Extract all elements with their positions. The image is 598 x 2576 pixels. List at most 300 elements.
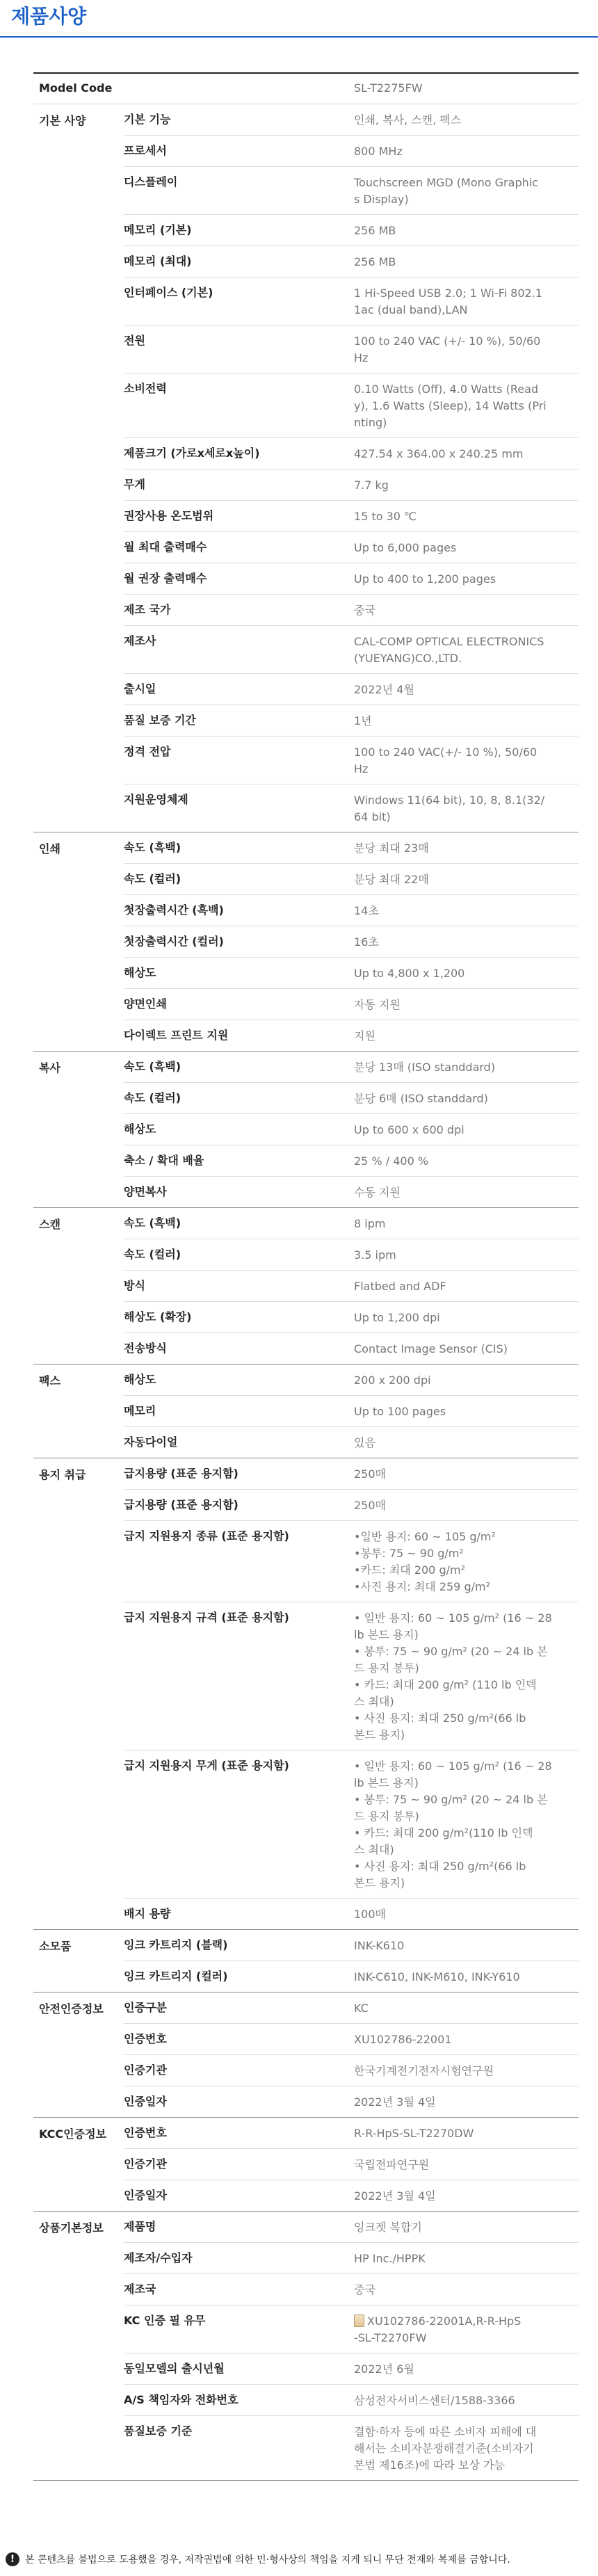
spec-value-line bbox=[354, 2188, 573, 2205]
spec-label: 동일모델의 출시년월 bbox=[124, 2362, 225, 2375]
spec-value-line bbox=[354, 1808, 573, 1825]
spec-value-line bbox=[354, 1529, 573, 1545]
spec-value-line bbox=[354, 1216, 573, 1232]
spec-label: 첫장출력시간 (컬러) bbox=[124, 935, 224, 948]
spec-value-text: 지원 bbox=[354, 1029, 375, 1043]
spec-value bbox=[354, 1083, 579, 1113]
spec-value-text: 분당 6매 (ISO standdard) bbox=[354, 1092, 488, 1105]
page-title: 제품사양 bbox=[11, 5, 87, 28]
spec-value-text: 7.7 kg bbox=[354, 478, 389, 492]
group-name: 인쇄 bbox=[39, 842, 60, 855]
spec-row bbox=[124, 2055, 579, 2086]
spec-value bbox=[354, 1490, 579, 1520]
spec-value bbox=[354, 895, 579, 926]
spec-row bbox=[124, 469, 579, 501]
spec-value-text: 250매 bbox=[354, 1499, 386, 1512]
spec-value-line bbox=[354, 2063, 573, 2079]
spec-label: 인증기관 bbox=[124, 2063, 167, 2077]
spec-value-line bbox=[354, 2157, 573, 2173]
spec-value-line bbox=[354, 2361, 573, 2378]
spec-row bbox=[124, 864, 579, 895]
spec-row bbox=[124, 1145, 579, 1177]
group-rows bbox=[124, 1052, 579, 1207]
spec-value-line bbox=[354, 2282, 573, 2299]
group-rows bbox=[124, 104, 579, 832]
spec-value-text: XU102786-22001 bbox=[354, 2033, 452, 2046]
spec-value bbox=[354, 1602, 579, 1750]
spec-value-line bbox=[354, 602, 573, 619]
spec-row bbox=[124, 1961, 579, 1992]
spec-label: 제품명 bbox=[124, 2220, 156, 2233]
spec-label: 인증구분 bbox=[124, 2001, 167, 2014]
spec-value-text: • 일반 용지: 60 ~ 105 g/m² (16 ~ 28 bbox=[354, 1611, 552, 1625]
spec-row bbox=[124, 1208, 579, 1239]
model-code-label: Model Code bbox=[39, 81, 113, 95]
spec-row bbox=[124, 895, 579, 926]
spec-label: A/S 책임자와 전화번호 bbox=[124, 2393, 239, 2406]
spec-value bbox=[354, 926, 579, 957]
spec-value bbox=[354, 2180, 579, 2211]
spec-row bbox=[124, 136, 579, 167]
group-name: 안전인증정보 bbox=[39, 2002, 104, 2015]
spec-value-line bbox=[354, 1545, 573, 1562]
spec-row bbox=[124, 2243, 579, 2274]
spec-label: 지원운영체제 bbox=[124, 793, 188, 806]
spec-row bbox=[124, 1302, 579, 1333]
spec-value-text: 수동 지원 bbox=[354, 1186, 401, 1199]
spec-value-line bbox=[354, 2392, 573, 2409]
spec-value-line bbox=[354, 1372, 573, 1389]
spec-group bbox=[33, 104, 579, 832]
warning-icon: ! bbox=[6, 2552, 19, 2566]
spec-value-line bbox=[354, 792, 573, 809]
spec-label: 해상도 bbox=[124, 1373, 156, 1386]
copyright-text: 본 콘텐츠를 불법으로 도용했을 경우, 저작권법에 의한 민·형사상의 책임을 지게 되니 무단 전재와 복제를 금합니다. bbox=[25, 2554, 510, 2566]
spec-value bbox=[354, 832, 579, 863]
spec-value-line bbox=[354, 143, 573, 160]
spec-value-line bbox=[354, 381, 573, 398]
spec-value-text: • 사진 용지: 최대 250 g/m²(66 lb bbox=[354, 1712, 526, 1725]
spec-value-line bbox=[354, 2125, 573, 2142]
spec-value-line bbox=[354, 634, 573, 650]
spec-value bbox=[354, 1899, 579, 1929]
spec-value-line bbox=[354, 1184, 573, 1201]
spec-row bbox=[124, 1521, 579, 1602]
group-rows bbox=[124, 832, 579, 1051]
spec-label: 제조국 bbox=[124, 2283, 156, 2296]
spec-label: 급지 지원용지 무게 (표준 용지함) bbox=[124, 1759, 289, 1772]
group-rows bbox=[124, 1365, 579, 1458]
spec-value-line bbox=[354, 1435, 573, 1451]
spec-value bbox=[354, 705, 579, 736]
spec-value-line bbox=[354, 1090, 573, 1107]
spec-value-text: 15 to 30 ℃ bbox=[354, 510, 417, 523]
spec-value bbox=[354, 1521, 579, 1602]
spec-value-text: 2022년 3월 4일 bbox=[354, 2189, 436, 2203]
spec-label: 속도 (흑백) bbox=[124, 841, 181, 854]
spec-label: 속도 (흑백) bbox=[124, 1060, 181, 1073]
spec-value-text: INK-C610, INK-M610, INK-Y610 bbox=[354, 1970, 520, 1983]
header bbox=[0, 0, 598, 36]
spec-row bbox=[124, 532, 579, 563]
group-name: 상품기본정보 bbox=[39, 2221, 104, 2235]
spec-label: 제조자/수입자 bbox=[124, 2251, 193, 2264]
spec-value-text: 25 % / 400 % bbox=[354, 1154, 429, 1168]
spec-value-text: 64 bit) bbox=[354, 810, 391, 823]
spec-value-text: 분당 최대 23매 bbox=[354, 842, 429, 855]
spec-value bbox=[354, 674, 579, 705]
spec-row bbox=[124, 2086, 579, 2117]
group-name: 스캔 bbox=[39, 1218, 60, 1231]
spec-value bbox=[354, 2118, 579, 2148]
spec-value-line bbox=[354, 1278, 573, 1295]
spec-row bbox=[124, 1083, 579, 1114]
spec-value bbox=[354, 104, 579, 135]
spec-value-text: Flatbed and ADF bbox=[354, 1280, 446, 1293]
spec-value-line bbox=[354, 1758, 573, 1775]
spec-row bbox=[124, 438, 579, 469]
spec-value-line bbox=[354, 761, 573, 778]
spec-value-line bbox=[354, 871, 573, 888]
spec-label: 속도 (컬러) bbox=[124, 872, 181, 885]
spec-value-text: Hz bbox=[354, 762, 369, 775]
spec-value-line bbox=[354, 1875, 573, 1892]
group-rows bbox=[124, 2118, 579, 2211]
spec-row bbox=[124, 1333, 579, 1364]
spec-value-line bbox=[354, 508, 573, 525]
spec-value bbox=[354, 626, 579, 673]
spec-row bbox=[124, 1490, 579, 1521]
spec-value-text: Up to 600 x 600 dpi bbox=[354, 1123, 464, 1136]
spec-value-line bbox=[354, 1842, 573, 1858]
spec-value-line bbox=[354, 2313, 573, 2330]
spec-row bbox=[124, 563, 579, 595]
spec-value-text: Touchscreen MGD (Mono Graphic bbox=[354, 176, 538, 189]
spec-value-text: 100매 bbox=[354, 1908, 386, 1921]
spec-label: 해상도 (확장) bbox=[124, 1310, 192, 1323]
spec-label: 속도 (컬러) bbox=[124, 1248, 181, 1261]
spec-value-line bbox=[354, 1825, 573, 1842]
spec-value-text: 800 MHz bbox=[354, 145, 403, 158]
spec-row bbox=[124, 1750, 579, 1899]
spec-value-text: 스 최대) bbox=[354, 1843, 394, 1856]
spec-value-line bbox=[354, 965, 573, 982]
spec-value-text: Up to 1,200 dpi bbox=[354, 1311, 440, 1324]
spec-value-text: s Display) bbox=[354, 193, 409, 206]
spec-value-line bbox=[354, 333, 573, 350]
spec-value bbox=[354, 1302, 579, 1333]
spec-label: 인증번호 bbox=[124, 2126, 167, 2139]
spec-value-text: 봉투: 75 ~ 90 g/m² bbox=[360, 1547, 464, 1560]
spec-value-line bbox=[354, 713, 573, 730]
spec-row bbox=[124, 501, 579, 532]
group-rows bbox=[124, 2212, 579, 2480]
spec-label: 권장사용 온도범위 bbox=[124, 509, 214, 522]
spec-value-text: 14초 bbox=[354, 904, 379, 917]
spec-row bbox=[124, 2274, 579, 2305]
spec-row bbox=[124, 2353, 579, 2385]
spec-value-line bbox=[354, 1969, 573, 1986]
spec-value-text: 중국 bbox=[354, 2283, 375, 2296]
group-rows bbox=[124, 1458, 579, 1929]
spec-row bbox=[124, 1427, 579, 1458]
header-divider bbox=[0, 36, 598, 38]
spec-value bbox=[354, 2416, 579, 2480]
spec-label: 메모리 (최대) bbox=[124, 255, 192, 268]
spec-label: 잉크 카트리지 (컬러) bbox=[124, 1970, 228, 1983]
spec-value bbox=[354, 784, 579, 832]
spec-value bbox=[354, 373, 579, 437]
spec-value-line bbox=[354, 903, 573, 919]
spec-label: 품질보증 기준 bbox=[124, 2424, 193, 2438]
spec-value-line bbox=[354, 1403, 573, 1420]
group-name: KCC인증정보 bbox=[39, 2127, 106, 2141]
spec-value-line bbox=[354, 1153, 573, 1170]
spec-value-line bbox=[354, 285, 573, 302]
spec-label: 배지 용량 bbox=[124, 1907, 171, 1920]
spec-row bbox=[124, 1930, 579, 1961]
spec-value-text: 0.10 Watts (Off), 4.0 Watts (Read bbox=[354, 383, 539, 396]
spec-label: 해상도 bbox=[124, 1122, 156, 1136]
spec-value-text: • 사진 용지: 최대 250 g/m²(66 lb bbox=[354, 1860, 526, 1873]
spec-group bbox=[33, 1208, 579, 1365]
spec-value-text: 스 최대) bbox=[354, 1695, 394, 1708]
spec-value bbox=[354, 2305, 579, 2353]
spec-value-text: Up to 6,000 pages bbox=[354, 541, 457, 554]
spec-value bbox=[354, 1052, 579, 1082]
spec-value-text: 본법 제16조)에 따라 보상 가능 bbox=[354, 2458, 505, 2472]
spec-value-line bbox=[354, 302, 573, 319]
spec-value bbox=[354, 167, 579, 214]
spec-row bbox=[124, 2385, 579, 2416]
spec-value-line bbox=[354, 2457, 573, 2474]
spec-label: 기본 기능 bbox=[124, 113, 171, 126]
spec-value-text: 사진 용지: 최대 259 g/m² bbox=[360, 1580, 490, 1593]
spec-group bbox=[33, 1930, 579, 1993]
spec-label: 잉크 카트리지 (블랙) bbox=[124, 1938, 228, 1951]
spec-value-line bbox=[354, 398, 573, 414]
spec-label: 디스플레이 bbox=[124, 175, 178, 188]
spec-value bbox=[354, 1177, 579, 1207]
spec-value bbox=[354, 246, 579, 277]
spec-label: 속도 (흑백) bbox=[124, 1216, 181, 1230]
spec-value bbox=[354, 2024, 579, 2054]
spec-value-text: 드 용지 봉투) bbox=[354, 1810, 419, 1823]
spec-label: 소비전력 bbox=[124, 382, 167, 395]
spec-row bbox=[124, 215, 579, 246]
spec-value-line bbox=[354, 1579, 573, 1595]
spec-value-text: Up to 4,800 x 1,200 bbox=[354, 967, 465, 980]
spec-value bbox=[354, 1993, 579, 2023]
spec-value-line bbox=[354, 682, 573, 698]
spec-value-text: 일반 용지: 60 ~ 105 g/m² bbox=[360, 1530, 496, 1543]
group-name: 기본 사양 bbox=[39, 114, 86, 127]
spec-value-line bbox=[354, 2219, 573, 2236]
spec-label: 급지용량 (표준 용지함) bbox=[124, 1498, 239, 1511]
spec-label: 자동다이얼 bbox=[124, 1435, 178, 1449]
spec-value-line bbox=[354, 2094, 573, 2111]
spec-value-text: Up to 400 to 1,200 pages bbox=[354, 572, 496, 586]
spec-value-text: KC bbox=[354, 2002, 369, 2015]
spec-label: 인증일자 bbox=[124, 2095, 167, 2108]
spec-value-line bbox=[354, 1028, 573, 1045]
spec-label: 정격 전압 bbox=[124, 745, 171, 758]
spec-value-line bbox=[354, 1643, 573, 1660]
spec-value-line bbox=[354, 1466, 573, 1483]
spec-label: 월 최대 출력매수 bbox=[124, 540, 207, 554]
spec-value-line bbox=[354, 2000, 573, 2017]
spec-value-line bbox=[354, 840, 573, 857]
spec-value bbox=[354, 1208, 579, 1239]
spec-value-line bbox=[354, 571, 573, 588]
spec-label: 프로세서 bbox=[124, 144, 167, 157]
spec-value-text: 분당 최대 22매 bbox=[354, 873, 429, 886]
spec-value-text: • 일반 용지: 60 ~ 105 g/m² (16 ~ 28 bbox=[354, 1760, 552, 1773]
spec-value bbox=[354, 325, 579, 373]
model-code-row bbox=[33, 74, 579, 104]
spec-value-text: 해서는 소비자분쟁해결기준(소비자기 bbox=[354, 2442, 534, 2455]
spec-value-text: (YUEYANG)CO.,LTD. bbox=[354, 652, 462, 665]
spec-value-line bbox=[354, 191, 573, 208]
spec-row bbox=[124, 1458, 579, 1490]
group-name: 용지 취급 bbox=[39, 1468, 86, 1481]
spec-value bbox=[354, 595, 579, 625]
spec-label: KC 인증 필 유무 bbox=[124, 2314, 206, 2327]
spec-value-line bbox=[354, 650, 573, 667]
spec-row bbox=[124, 1271, 579, 1302]
spec-value-line bbox=[354, 350, 573, 367]
spec-value-text: lb 본드 용지) bbox=[354, 1776, 419, 1789]
spec-value bbox=[354, 2243, 579, 2273]
spec-value-text: 200 x 200 dpi bbox=[354, 1374, 431, 1387]
spec-label: 속도 (컬러) bbox=[124, 1091, 181, 1104]
spec-value-line bbox=[354, 2251, 573, 2267]
spec-label: 인증번호 bbox=[124, 2032, 167, 2045]
spec-value bbox=[354, 1365, 579, 1395]
spec-row bbox=[124, 832, 579, 864]
copyright-notice bbox=[0, 2545, 598, 2566]
spec-label: 인증기관 bbox=[124, 2157, 167, 2171]
spec-value-line bbox=[354, 1938, 573, 1954]
spec-row bbox=[124, 373, 579, 438]
spec-value bbox=[354, 2212, 579, 2242]
spec-value bbox=[354, 736, 579, 784]
spec-value bbox=[354, 989, 579, 1020]
spec-label: 무게 bbox=[124, 478, 145, 491]
spec-label: 양면인쇄 bbox=[124, 997, 167, 1011]
spec-value-text: 인쇄, 복사, 스캔, 팩스 bbox=[354, 113, 462, 127]
spec-label: 품질 보증 기간 bbox=[124, 714, 196, 727]
spec-label: 첫장출력시간 (흑백) bbox=[124, 903, 224, 917]
spec-value-text: 본드 용지) bbox=[354, 1876, 405, 1890]
spec-value-line bbox=[354, 1310, 573, 1326]
spec-value-line bbox=[354, 1710, 573, 1727]
spec-label: 월 권장 출력매수 bbox=[124, 572, 207, 585]
spec-value bbox=[354, 532, 579, 563]
spec-value-text: R-R-HpS-SL-T2270DW bbox=[354, 2127, 474, 2140]
spec-label: 급지 지원용지 규격 (표준 용지함) bbox=[124, 1611, 289, 1624]
spec-value-text: 2022년 3월 4일 bbox=[354, 2095, 436, 2109]
spec-value-line bbox=[354, 1677, 573, 1693]
spec-row bbox=[124, 246, 579, 277]
spec-value-line bbox=[354, 1059, 573, 1076]
spec-table bbox=[33, 72, 579, 2481]
spec-value-line bbox=[354, 254, 573, 271]
spec-value-text: 1년 bbox=[354, 714, 372, 727]
spec-row bbox=[124, 705, 579, 736]
spec-value-text: Up to 100 pages bbox=[354, 1405, 446, 1418]
spec-label: 메모리 bbox=[124, 1404, 156, 1417]
spec-value-line bbox=[354, 1858, 573, 1875]
spec-value bbox=[354, 1114, 579, 1145]
spec-label: 출시일 bbox=[124, 682, 156, 695]
spec-row bbox=[124, 1993, 579, 2024]
spec-row bbox=[124, 674, 579, 705]
spec-value-text: • 봉투: 75 ~ 90 g/m² (20 ~ 24 lb 본 bbox=[354, 1793, 548, 1806]
spec-row bbox=[124, 2305, 579, 2353]
spec-label: 전원 bbox=[124, 334, 145, 347]
spec-value-line bbox=[354, 1727, 573, 1744]
spec-row bbox=[124, 1177, 579, 1207]
spec-value-text: 2022년 6월 bbox=[354, 2362, 414, 2376]
spec-value-line bbox=[354, 1792, 573, 1808]
spec-value-text: 중국 bbox=[354, 604, 375, 617]
spec-value-line bbox=[354, 2424, 573, 2440]
spec-group bbox=[33, 1365, 579, 1458]
spec-value bbox=[354, 2149, 579, 2180]
spec-value-line bbox=[354, 477, 573, 494]
spec-value bbox=[354, 501, 579, 531]
spec-value bbox=[354, 1333, 579, 1364]
spec-value-text: 드 용지 봉투) bbox=[354, 1661, 419, 1675]
spec-value-text: XU102786-22001A,R-R-HpS bbox=[367, 2315, 522, 2328]
spec-group bbox=[33, 2118, 579, 2212]
spec-value bbox=[354, 1458, 579, 1489]
spec-value-text: 결함·하자 등에 따른 소비자 피해에 대 bbox=[354, 2425, 537, 2438]
spec-value-line bbox=[354, 2330, 573, 2346]
group-rows bbox=[124, 1930, 579, 1992]
spec-label: 인증일자 bbox=[124, 2189, 167, 2202]
spec-value bbox=[354, 1271, 579, 1301]
spec-value-line bbox=[354, 809, 573, 826]
spec-group bbox=[33, 832, 579, 1052]
group-name: 소모품 bbox=[39, 1940, 72, 1953]
spec-row bbox=[124, 104, 579, 136]
spec-value-line bbox=[354, 997, 573, 1013]
spec-value-line bbox=[354, 1660, 573, 1677]
spec-row bbox=[124, 784, 579, 832]
spec-value bbox=[354, 2353, 579, 2384]
spec-value bbox=[354, 469, 579, 500]
spec-value bbox=[354, 1239, 579, 1270]
spec-value bbox=[354, 1961, 579, 1992]
spec-row bbox=[124, 167, 579, 215]
spec-value-text: Hz bbox=[354, 351, 369, 364]
spec-value-text: CAL-COMP OPTICAL ELECTRONICS bbox=[354, 635, 544, 648]
spec-value bbox=[354, 1145, 579, 1176]
spec-label: 급지용량 (표준 용지함) bbox=[124, 1467, 239, 1480]
spec-value-line bbox=[354, 540, 573, 556]
spec-value-text: 본드 용지) bbox=[354, 1728, 405, 1741]
spec-value-text: 자동 지원 bbox=[354, 998, 401, 1011]
spec-row bbox=[124, 1396, 579, 1427]
spec-value bbox=[354, 864, 579, 894]
spec-row bbox=[124, 2180, 579, 2211]
spec-row bbox=[124, 1602, 579, 1750]
spec-group bbox=[33, 1458, 579, 1930]
spec-value-text: 100 to 240 VAC (+/- 10 %), 50/60 bbox=[354, 335, 541, 348]
spec-value-line bbox=[354, 1627, 573, 1643]
